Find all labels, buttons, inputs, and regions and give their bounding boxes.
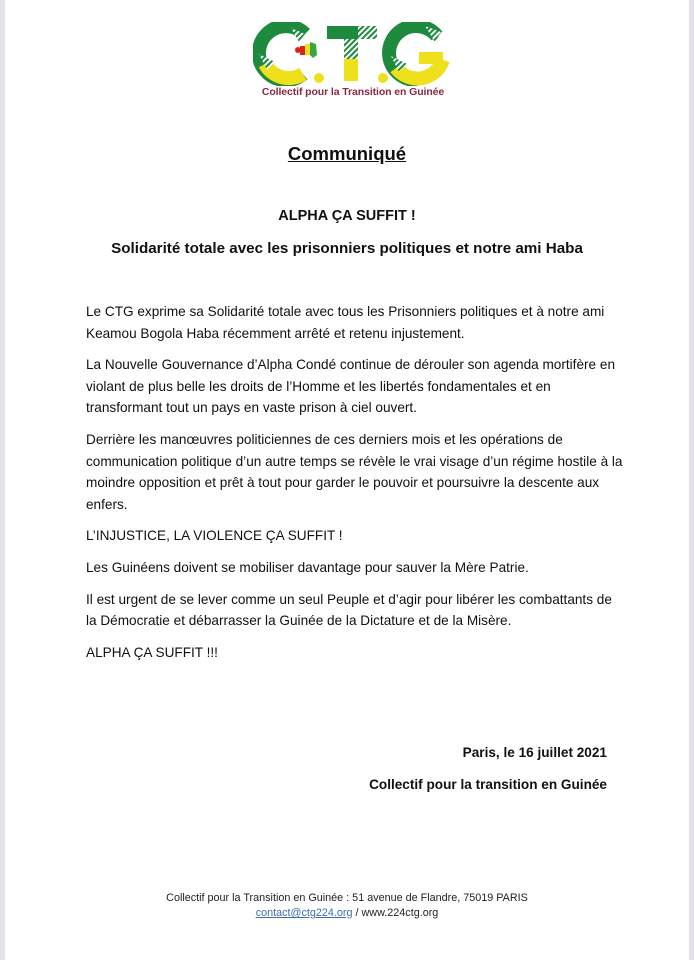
signature: Collectif pour la transition en Guinée <box>369 777 607 792</box>
subheadline: Solidarité totale avec les prisonniers politiques et notre ami Haba <box>111 240 583 257</box>
email-link[interactable]: contact@ctg224.org <box>255 907 353 919</box>
logo-letter-c <box>259 26 305 80</box>
ctg-logo-graphic <box>253 22 453 86</box>
paragraph: La Nouvelle Gouvernance d’Alpha Condé continue de dérouler son agenda mortifère en violant de plus belle les droits de l’Homme et les libertés fondamentales et en transformant tout un pays en vaste prison à ciel ouvert. <box>86 357 616 416</box>
page-title: Communiqué <box>287 143 407 164</box>
footer-separator: / <box>352 907 362 919</box>
headline: ALPHA ÇA SUFFIT ! <box>278 208 416 224</box>
paragraph: ALPHA ÇA SUFFIT !!! <box>86 644 218 660</box>
footer <box>5 891 689 921</box>
guinea-map-icon <box>295 42 317 58</box>
logo-letter-t <box>327 26 377 81</box>
footer-address: Collectif pour la Transition en Guinée : 51 avenue de Flandre, 75019 PARIS <box>166 892 528 904</box>
logo-dot-1 <box>314 73 324 83</box>
document-page <box>5 0 689 960</box>
logo-subtitle: Collectif pour la Transition en Guinée <box>261 86 445 98</box>
paragraph: L’INJUSTICE, LA VIOLENCE ÇA SUFFIT ! <box>86 528 343 544</box>
footer-contact <box>5 906 689 921</box>
paragraph: Les Guinéens doivent se mobiliser davantage pour sauver la Mère Patrie. <box>86 559 529 575</box>
paragraph: Il est urgent de se lever comme un seul Peuple et d’agir pour libérer les combattants de la Démocratie et débarrasser la Guinée de la Dictature et de la Misère. <box>86 591 612 629</box>
date-line: Paris, le 16 juillet 2021 <box>462 745 607 760</box>
website-text: www.224ctg.org <box>361 907 439 919</box>
communique-body <box>86 301 626 673</box>
logo-letter-g <box>389 26 443 80</box>
paragraph: Derrière les manœuvres politiciennes de ces derniers mois et les opérations de communication politique d’un autre temps se révèle le vrai visage d’un régime hostile à la moindre opposition et prêt à tout pour garder le pouvoir et poursuivre la descente aux enfers. <box>86 431 623 512</box>
paragraph: Le CTG exprime sa Solidarité totale avec tous les Prisonniers politiques et à notre ami Keamou Bogola Haba récemment arrêté et retenu injustement. <box>86 304 605 341</box>
ctg-logo <box>253 22 453 102</box>
logo-dot-2 <box>378 73 388 83</box>
